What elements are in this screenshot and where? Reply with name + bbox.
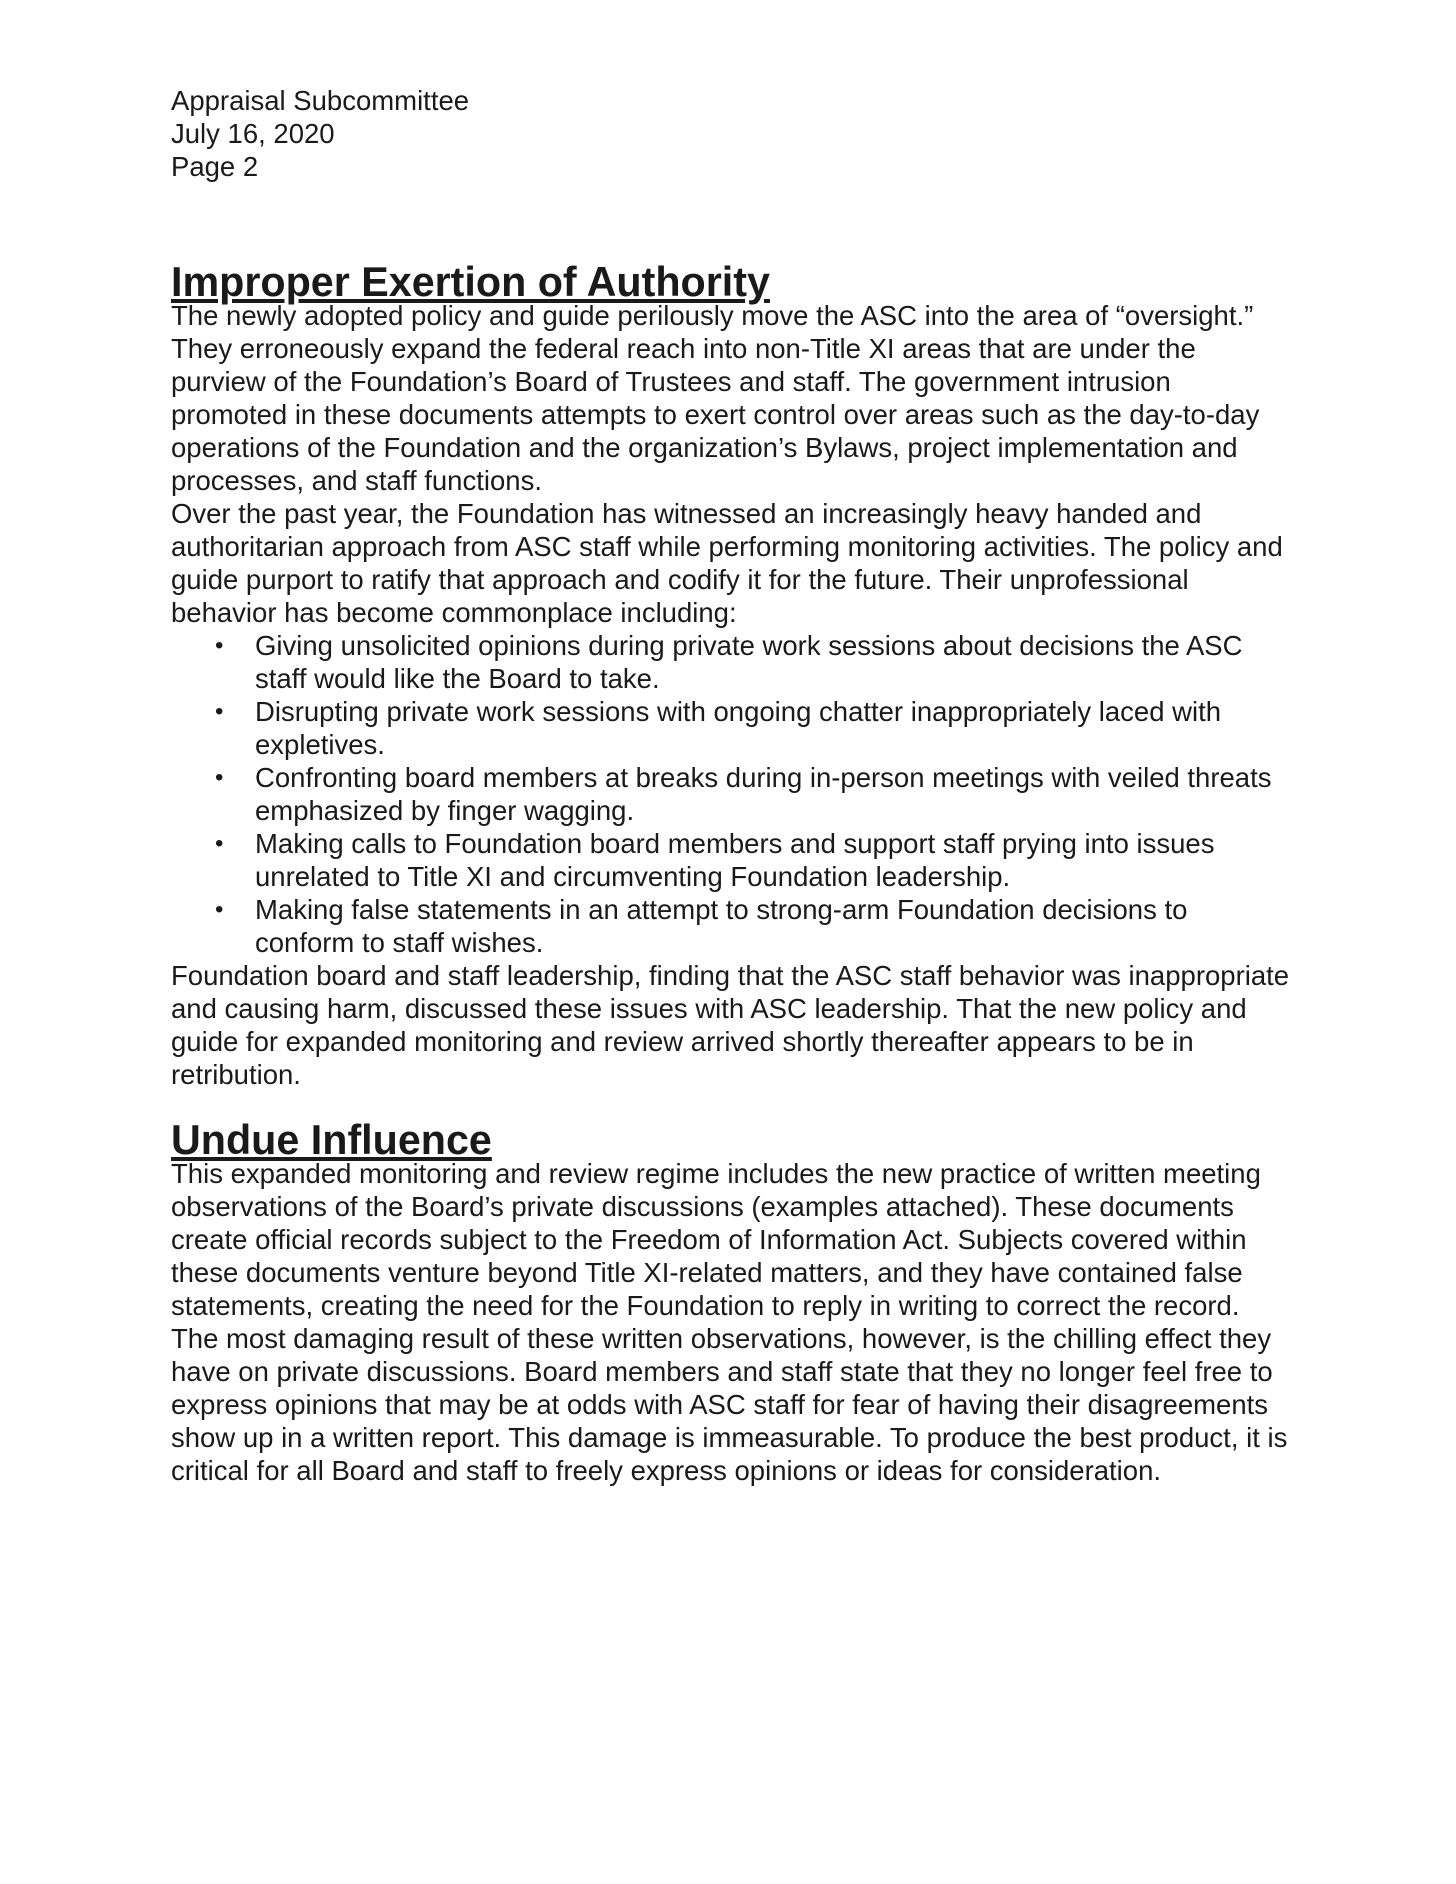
- bullet-icon: •: [215, 764, 224, 791]
- bullet-icon: •: [215, 830, 224, 857]
- bullet-icon: •: [215, 698, 224, 725]
- influence-paragraph-1: This expanded monitoring and review regime includes the new practice of written meeting observations of the Board’s private discussions (examples attached). These documents create official records subject to the Freedom of Information Act. Subjects covered within these documents venture beyond Title XI-related matters, and they have contained false statements, creating the need for the Foundation to reply in writing to correct the record.: [171, 1158, 1261, 1321]
- list-item: [171, 893, 1291, 959]
- authority-paragraph-1: The newly adopted policy and guide perilously move the ASC into the area of “oversight.” They erroneously expand the federal reach into non-Title XI areas that are under the purview of the Foundation’s Board of Trustees and staff. The government intrusion promoted in these documents attempts to exert control over areas such as the day-to-day operations of the Foundation and the organization’s Bylaws, project implementation and processes, and staff functions.: [171, 300, 1260, 496]
- list-item-text: Making false statements in an attempt to strong-arm Foundation decisions to conform to staff wishes.: [255, 894, 1188, 958]
- authority-paragraph-2: Over the past year, the Foundation has witnessed an increasingly heavy handed and authoritarian approach from ASC staff while performing monitoring activities. The policy and guide purport to ratify that approach and codify it for the future. Their unprofessional behavior has become commonplace including:: [171, 498, 1283, 628]
- section-heading-authority: Improper Exertion of Authority: [171, 259, 770, 305]
- page-number-line: Page 2: [171, 151, 259, 182]
- authority-paragraph-3: Foundation board and staff leadership, finding that the ASC staff behavior was inappropriate and causing harm, discussed these issues with ASC leadership. That the new policy and guide for expanded monitoring and review arrived shortly thereafter appears to be in retribution.: [171, 960, 1290, 1090]
- influence-paragraph-2: The most damaging result of these written observations, however, is the chilling effect they have on private discussions. Board members and staff state that they no longer feel free to express opinions that may be at odds with ASC staff for fear of having their disagreements show up in a written report. This damage is immeasurable. To produce the best product, it is critical for all Board and staff to freely express opinions or ideas for consideration.: [171, 1323, 1288, 1486]
- list-item: [171, 827, 1291, 893]
- letter-header: [171, 84, 1291, 183]
- list-item: [171, 629, 1291, 695]
- bullet-icon: •: [215, 896, 224, 923]
- bullet-icon: •: [215, 632, 224, 659]
- date-line: July 16, 2020: [171, 118, 335, 149]
- behavior-list: [171, 629, 1291, 959]
- list-item: [171, 695, 1291, 761]
- list-item-text: Giving unsolicited opinions during private work sessions about decisions the ASC staff would like the Board to take.: [255, 630, 1243, 694]
- list-item-text: Disrupting private work sessions with ongoing chatter inappropriately laced with expletives.: [255, 696, 1222, 760]
- list-item-text: Confronting board members at breaks during in-person meetings with veiled threats emphasized by finger wagging.: [255, 762, 1272, 826]
- letter-page: [171, 84, 1291, 1487]
- recipient-line: Appraisal Subcommittee: [171, 85, 470, 116]
- list-item-text: Making calls to Foundation board members and support staff prying into issues unrelated to Title XI and circumventing Foundation leadership.: [255, 828, 1215, 892]
- section-heading-influence: Undue Influence: [171, 1117, 492, 1163]
- list-item: [171, 761, 1291, 827]
